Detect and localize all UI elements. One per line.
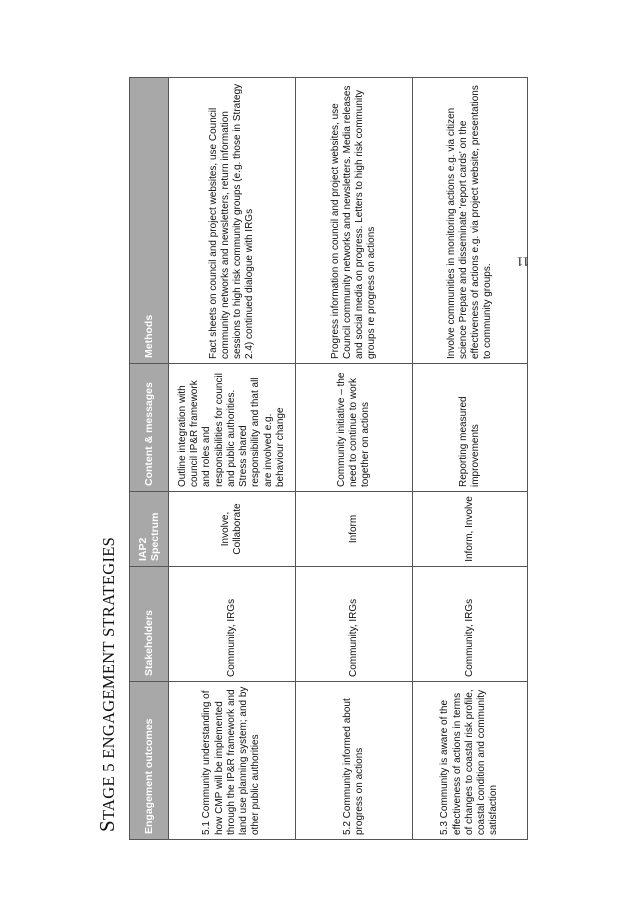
title-initial: S	[95, 820, 119, 832]
header-iap2-spectrum: IAP2 Spectrum	[130, 492, 169, 567]
content-cell: Outline integration with council IP&R framework and roles and responsibilities for council and public authorities. Stress shared responsibility and that all are involved e.g. behaviour change	[169, 364, 296, 492]
table-row	[296, 78, 413, 840]
outcome-cell: 5.2 Community informed about progress on actions	[296, 682, 413, 840]
header-engagement-outcomes: Engagement outcomes	[130, 682, 169, 840]
table-row	[169, 78, 296, 840]
title-rest: TAGE 5 ENGAGEMENT STRATEGIES	[99, 536, 118, 821]
page-number: 11	[516, 254, 530, 270]
header-stakeholders: Stakeholders	[130, 567, 169, 682]
table-row	[413, 78, 528, 840]
stakeholders-cell: Community, IRGs	[413, 567, 528, 682]
header-methods: Methods	[130, 78, 169, 364]
methods-cell: Fact sheets on council and project websites, use Council community networks and newsletters, return information sessions to high risk community groups (e.g. those in Strategy 2.4) continued dialogue with IRGs	[169, 78, 296, 364]
content-cell: Reporting measured improvements	[413, 364, 528, 492]
engagement-strategies-table	[129, 77, 528, 840]
page-title	[87, 537, 127, 832]
stakeholders-cell: Community, IRGs	[296, 567, 413, 682]
methods-cell: Progress information on council and project websites, use Council community networks and newsletters. Media releases and social media on progress. Letters to high risk community groups re progress on actions	[296, 78, 413, 364]
content-cell: Community initiative – the need to continue to work together on actions	[296, 364, 413, 492]
outcome-cell: 5.1 Community understanding of how CMP will be implemented through the IP&R framework and land use planning system; and by other public authorities	[169, 682, 296, 840]
iap2-cell: Inform, Involve	[413, 492, 528, 567]
outcome-cell: 5.3 Community is aware of the effectiveness of actions in terms of changes to coastal risk profile, coastal condition and community satisfaction	[413, 682, 528, 840]
rotated-page-content	[87, 78, 530, 840]
iap2-cell: Involve, Collaborate	[169, 492, 296, 567]
header-content-messages: Content & messages	[130, 364, 169, 492]
methods-cell: Involve communities in monitoring actions e.g. via citizen science Prepare and disseminate 'report cards' on the effectiveness of actions e.g. via project website, presentations to community groups.	[413, 78, 528, 364]
iap2-cell: Inform	[296, 492, 413, 567]
table-header-row	[130, 78, 169, 840]
stakeholders-cell: Community, IRGs	[169, 567, 296, 682]
